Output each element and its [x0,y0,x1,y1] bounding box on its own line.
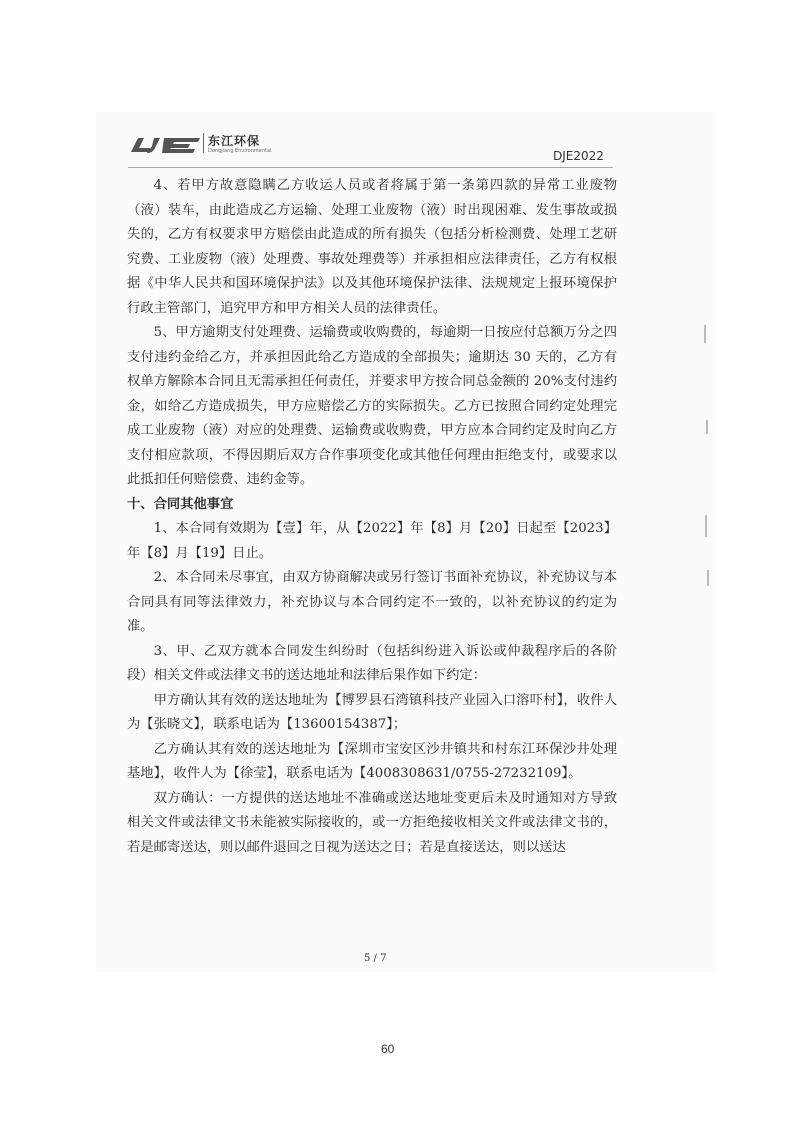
dje-logo-icon [128,128,203,158]
scan-mark [704,325,706,343]
company-name-cn: 东江环保 [208,134,261,148]
clause-supplement: 2、本合同未尽事宜，由双方协商解决或另行签订书面补充协议，补充协议与本合同具有同等法律效力，补充协议与本合同约定不一致的，以补充协议的约定为准。 [127,570,617,634]
clause-term: 1、本合同有效期为【壹】年，从【2022】年【8】月【20】日起至【2023】年【8】月【19】日止。 [127,521,617,561]
scan-mark [706,420,708,434]
footer-number: 60 [381,1042,395,1056]
logo-separator [203,133,204,153]
scan-mark [707,570,709,586]
scan-mark [705,515,707,537]
clause-4: 4、若甲方故意隐瞒乙方收运人员或者将属于第一条第四款的异常工业废物（液）装车，由此造成乙方运输、处理工业废物（液）时出现困难、发生事故或损失的，乙方有权要求甲方赔偿由此造成的所有损失（包括分析检测费、处理工艺研究费、工业废物（液）处理费、事故处理费等）并承担相应法律责任，乙方有权根据《中华人民共和国环境保护法》以及其他环境保护法律、法规规定上报环境保护行政主管部门，追究甲方和甲方相关人员的法律责任。 [127,178,617,316]
section-heading: 十、合同其他事宜 [127,496,234,512]
contract-body [127,174,617,860]
clause-confirmation: 双方确认：一方提供的送达地址不准确或送达地址变更后未及时通知对方导致相关文件或法律文书未能被实际接收的，或一方拒绝接收相关文件或法律文书的，若是邮寄送达，则以邮件退回之日视为送达之日；若是直接送达，则以送达 [127,790,617,855]
document-code: DJE2022 [553,149,604,163]
clause-5: 5、甲方逾期支付处理费、运输费或收购费的，每逾期一日按应付总额万分之四支付违约金给乙方，并承担因此给乙方造成的全部损失；逾期达 30 天的，乙方有权单方解除本合同且无需承担任何责任，并要求甲方按合同总金额的 20%支付违约金，如给乙方造成损失，甲方应赔偿乙方的实际损失。乙方已按照合同约定处理完成工业废物（液）对应的处理费、运输费或收购费，甲方应本合同约定及时向乙方支付相应款项，不得因期后双方合作事项变化或其他任何理由拒绝支付，或要求以此抵扣任何赔偿费、违约金等。 [127,325,617,487]
party-b-address: 乙方确认其有效的送达地址为【深圳市宝安区沙井镇共和村东江环保沙井处理基地】，收件人为【徐莹】，联系电话为【4008308631/0755-27232109】。 [127,741,617,781]
page-number: 5 / 7 [364,953,387,964]
party-a-address: 甲方确认其有效的送达地址为【博罗县石湾镇科技产业园入口溶吓村】，收件人为【张晓文】，联系电话为【13600154387】； [127,692,617,732]
clause-dispute: 3、甲、乙双方就本合同发生纠纷时（包括纠纷进入诉讼或仲裁程序后的各阶段）相关文件或法律文书的送达地址和法律后果作如下约定： [127,643,617,683]
header-divider [128,167,613,168]
company-name-en: Dongjiang Environmental [208,148,272,154]
